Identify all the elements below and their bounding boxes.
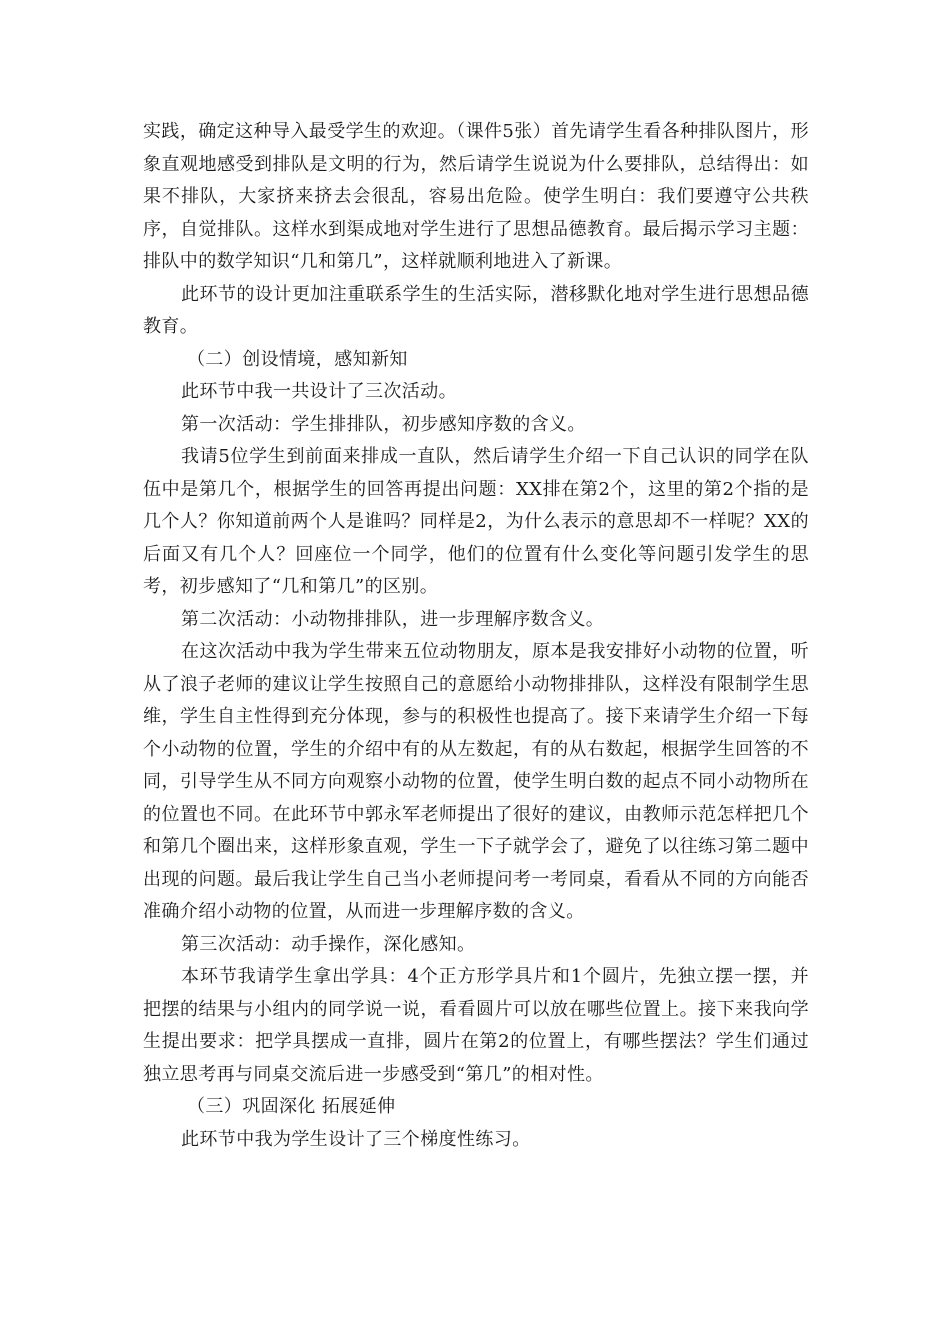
paragraph: 在这次活动中我为学生带来五位动物朋友，原本是我安排好小动物的位置，听从了浪子老师的建议让学生按照自己的意愿给小动物排排队，这样没有限制学生思维，学生自主性得到充分体现，参与的积极性也提高了。接下来请学生介绍一下每个小动物的位置，学生的介绍中有的从左数起，有的从右数起，根据学生回答的不同，引导学生从不同方向观察小动物的位置，使学生明白数的起点不同小动物所在的位置也不同。在此环节中郭永军老师提出了很好的建议，由教师示范怎样把几个和第几个圈出来，这样形象直观，学生一下子就学会了，避免了以往练习第二题中出现的问题。最后我让学生自己当小老师提问考一考同桌，看看从不同的方向能否准确介绍小动物的位置，从而进一步理解序数的含义。 (143, 641, 809, 922)
paragraph: 此环节中我为学生设计了三个梯度性练习。 (181, 1128, 531, 1150)
section-heading: （二）创设情境，感知新知 (187, 348, 408, 370)
paragraph-continuation: 实践，确定这种导入最受学生的欢迎。（课件5张）首先请学生看各种排队图片，形象直观地感受到排队是文明的行为，然后请学生说说为什么要排队，总结得出：如果不排队，大家挤来挤去会很乱，容易出危险。使学生明白：我们要遵守公共秩序，自觉排队。这样水到渠成地对学生进行了思想品德教育。最后揭示学习主题：排队中的数学知识“几和第几”，这样就顺利地进入了新课。 (143, 121, 809, 272)
section-heading: （三）巩固深化 拓展延伸 (187, 1096, 396, 1117)
paragraph: 第二次活动：小动物排排队，进一步理解序数含义。 (181, 608, 605, 630)
paragraph: 我请5位学生到前面来排成一直队，然后请学生介绍一下自己认识的同学在队伍中是第几个，根据学生的回答再提出问题：XX排在第2个，这里的第2个指的是几个人？你知道前两个人是谁吗？同样是2，为什么表示的意思却不一样呢？XX的后面又有几个人？回座位一个同学，他们的位置有什么变化等问题引发学生的思考，初步感知了“几和第几”的区别。 (143, 446, 809, 597)
paragraph: 此环节中我一共设计了三次活动。 (181, 381, 457, 402)
paragraph: 此环节的设计更加注重联系学生的生活实际，潜移默化地对学生进行思想品德教育。 (143, 283, 809, 337)
paragraph: 第三次活动：动手操作，深化感知。 (181, 933, 476, 955)
paragraph: 本环节我请学生拿出学具：4个正方形学具片和1个圆片，先独立摆一摆，并把摆的结果与小组内的同学说一说，看看圆片可以放在哪些位置上。接下来我向学生提出要求：把学具摆成一直排，圆片在第2的位置上，有哪些摆法？学生们通过独立思考再与同桌交流后进一步感受到“第几”的相对性。 (143, 966, 809, 1085)
paragraph: 第一次活动：学生排排队，初步感知序数的含义。 (181, 413, 586, 435)
document-body (143, 116, 809, 1156)
